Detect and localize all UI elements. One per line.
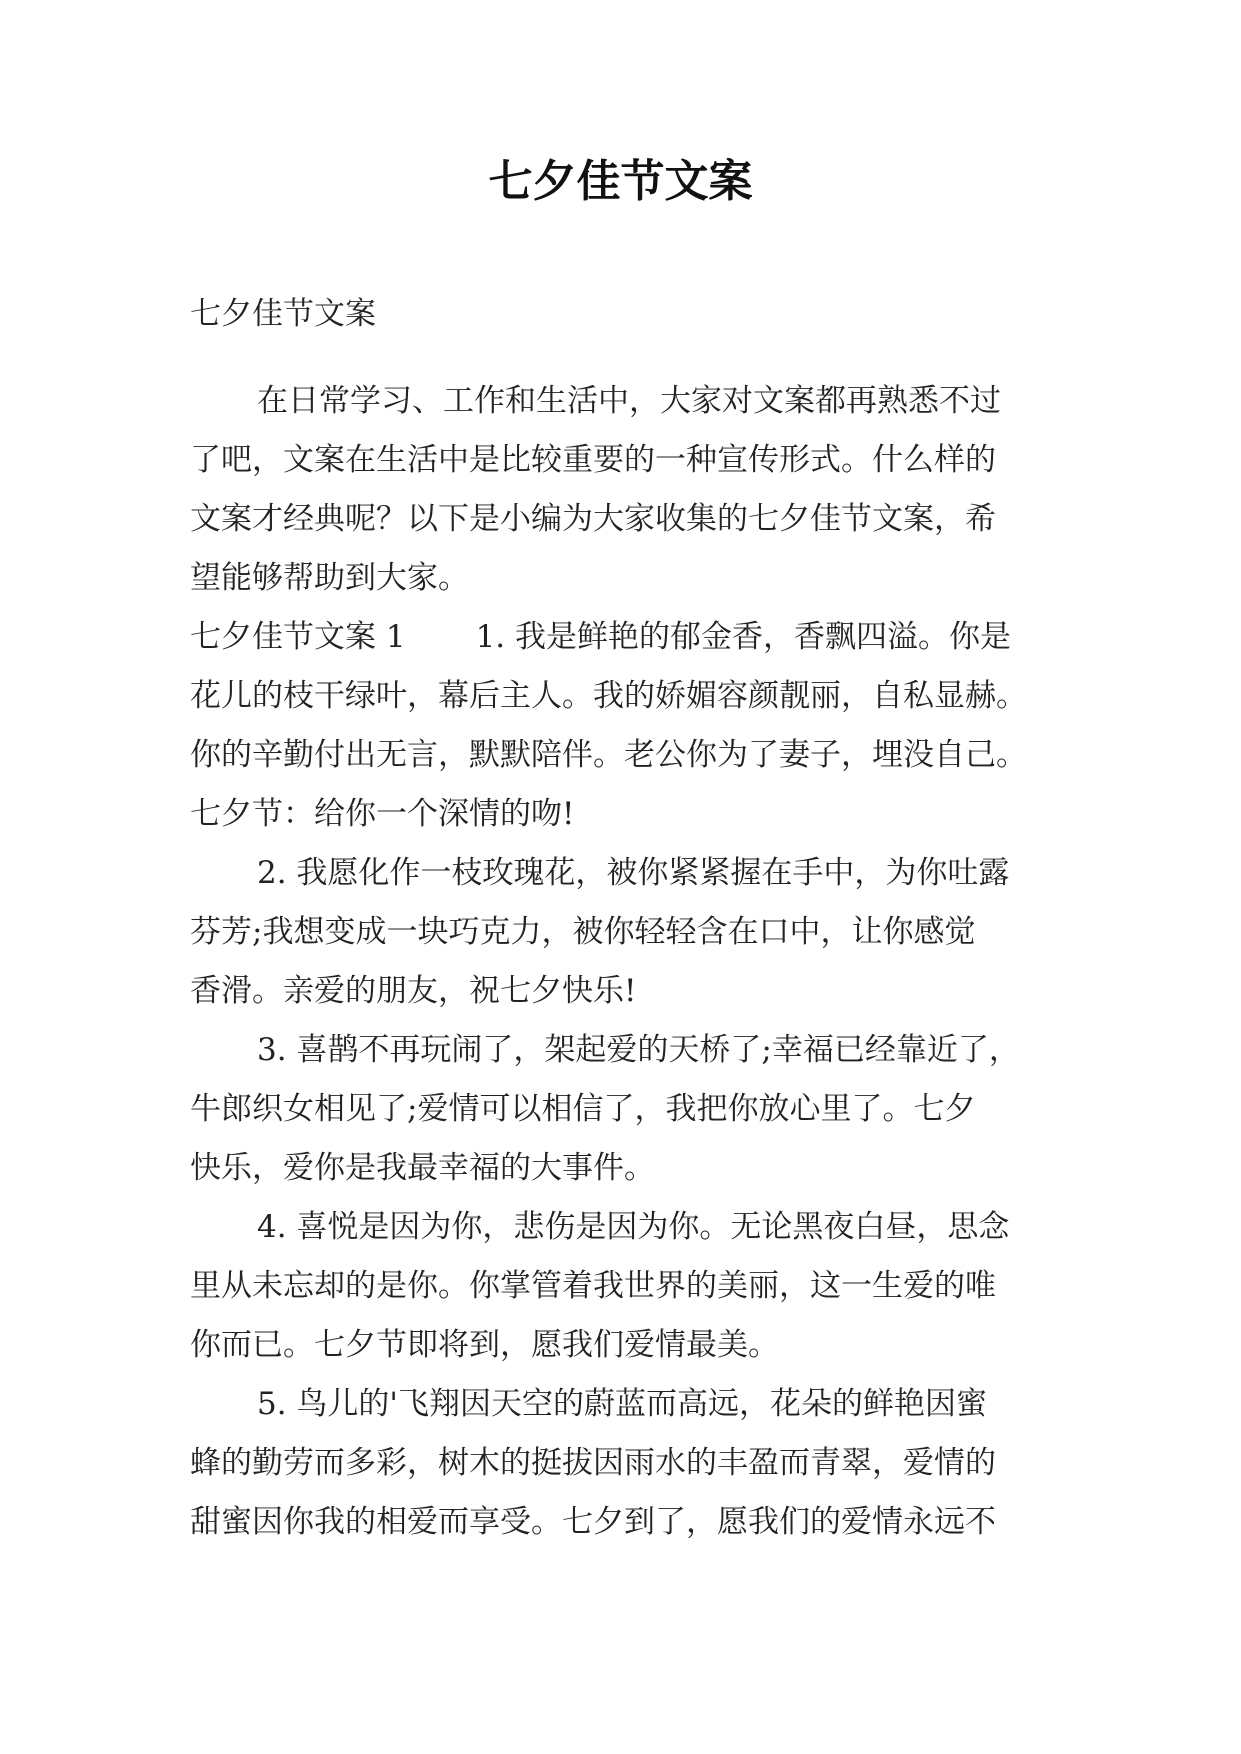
text-line: 香滑。亲爱的朋友，祝七夕快乐! bbox=[190, 973, 637, 1009]
text-line: 快乐，爱你是我最幸福的大事件。 bbox=[190, 1150, 655, 1186]
text-line: 七夕节：给你一个深情的吻! bbox=[190, 796, 575, 832]
text-line: 里从未忘却的是你。你掌管着我世界的美丽，这一生爱的唯 bbox=[190, 1268, 996, 1304]
text-line: 在日常学习、工作和生活中，大家对文案都再熟悉不过 bbox=[257, 383, 1001, 419]
document-title: 七夕佳节文案 bbox=[488, 156, 753, 207]
text-line: 2. 我愿化作一枝玫瑰花，被你紧紧握在手中，为你吐露 bbox=[257, 855, 1010, 891]
document-subtitle: 七夕佳节文案 bbox=[190, 296, 376, 332]
item-5-paragraph bbox=[190, 1375, 1052, 1552]
text-line: 3. 喜鹊不再玩闹了，架起爱的天桥了;幸福已经靠近了， bbox=[257, 1032, 1020, 1068]
text-line: 4. 喜悦是因为你，悲伤是因为你。无论黑夜白昼，思念 bbox=[257, 1209, 1010, 1245]
text-line: 你而已。七夕节即将到，愿我们爱情最美。 bbox=[190, 1327, 779, 1363]
item-1-paragraph bbox=[190, 608, 1052, 844]
text-line: 5. 鸟儿的'飞翔因天空的蔚蓝而高远，花朵的鲜艳因蜜 bbox=[257, 1386, 987, 1422]
text-line: 甜蜜因你我的相爱而享受。七夕到了，愿我们的爱情永远不 bbox=[190, 1504, 996, 1540]
item-text: 1. 我是鲜艳的郁金香，香飘四溢。你是 bbox=[475, 619, 1012, 655]
text-line: 你的辛勤付出无言，默默陪伴。老公你为了妻子，埋没自己。 bbox=[190, 737, 1027, 773]
text-line: 芬芳;我想变成一块巧克力，被你轻轻含在口中，让你感觉 bbox=[190, 914, 976, 950]
item-4-paragraph bbox=[190, 1198, 1052, 1375]
text-line bbox=[190, 608, 1052, 667]
item-3-paragraph bbox=[190, 1021, 1052, 1198]
text-line: 文案才经典呢？以下是小编为大家收集的七夕佳节文案，希 bbox=[190, 501, 996, 537]
section-label: 七夕佳节文案 1 bbox=[190, 619, 406, 655]
text-line: 花儿的枝干绿叶，幕后主人。我的娇媚容颜靓丽，自私显赫。 bbox=[190, 678, 1027, 714]
text-line: 望能够帮助到大家。 bbox=[190, 560, 469, 596]
intro-paragraph bbox=[190, 372, 1052, 608]
item-2-paragraph bbox=[190, 844, 1052, 1021]
text-line: 了吧，文案在生活中是比较重要的一种宣传形式。什么样的 bbox=[190, 442, 996, 478]
text-line: 蜂的勤劳而多彩，树木的挺拔因雨水的丰盈而青翠，爱情的 bbox=[190, 1445, 996, 1481]
text-line: 牛郎织女相见了;爱情可以相信了，我把你放心里了。七夕 bbox=[190, 1091, 976, 1127]
